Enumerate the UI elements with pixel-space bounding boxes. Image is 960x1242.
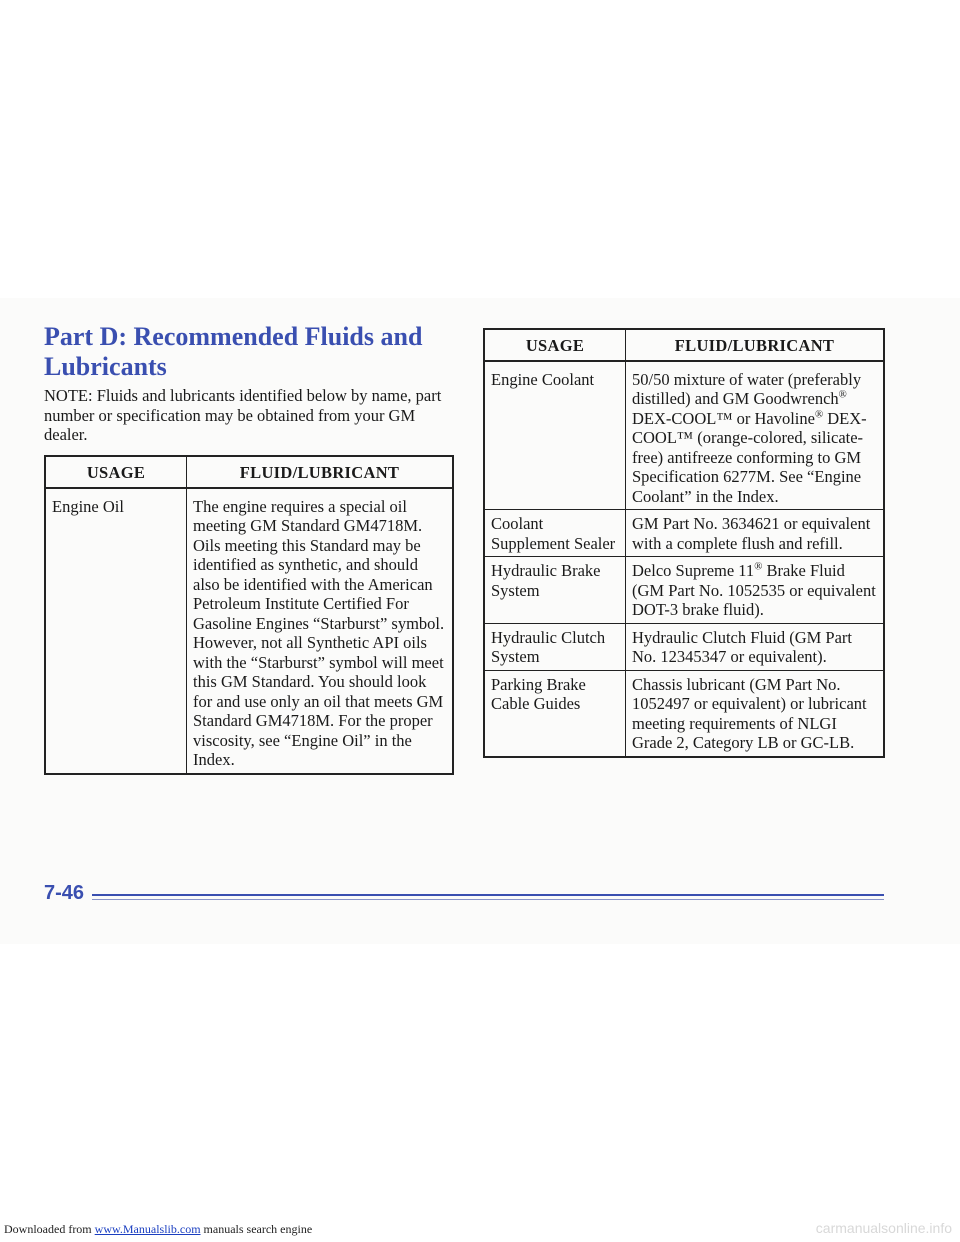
fluid-header: FLUID/LUBRICANT (187, 456, 454, 488)
usage-header: USAGE (484, 329, 626, 361)
watermark-text: carmanualsonline.info (815, 1220, 952, 1236)
usage-cell: Engine Oil (45, 488, 187, 774)
table-row (484, 361, 884, 510)
page-number: 7-46 (44, 882, 85, 904)
fluids-table-left (44, 455, 454, 775)
fluid-cell: The engine requires a special oil meeting GM Standard GM4718M. Oils meeting this Standard may be identified as synthetic, and should also be identified with the American Petroleum Institute Certified For Gasoline Engines “Starburst” symbol. However, not all Synthetic API oils with the “Starburst” symbol will meet this GM Standard. You should look for and use only an oil that meets GM Standard GM4718M. For the proper viscosity, see “Engine Oil” in the Index. (187, 488, 454, 774)
manualslib-link[interactable]: www.Manualslib.com (94, 1222, 201, 1236)
usage-header: USAGE (45, 456, 187, 488)
table-row (484, 557, 884, 624)
usage-cell: Engine Coolant (484, 361, 626, 510)
usage-cell: Hydraulic Brake System (484, 557, 626, 624)
download-banner: Downloaded from www.Manualslib.com manuals search engine (4, 1222, 313, 1236)
fluids-table-right (483, 328, 885, 758)
table-row (484, 510, 884, 557)
fluid-cell: 50/50 mixture of water (preferably distilled) and GM Goodwrench® DEX-COOL™ or Havoline® DEX-COOL™ (orange-colored, silicate-free) antifreeze conforming to GM Specification 6277M. See “Engine Coolant” in the Index. (626, 361, 885, 510)
page-title: Part D: Recommended Fluids and Lubricants (44, 322, 423, 381)
note-paragraph: NOTE: Fluids and lubricants identified below by name, part number or specification may be obtained from your GM dealer. (44, 386, 442, 444)
footer-rule (92, 894, 884, 896)
table-row (484, 670, 884, 757)
fluid-cell: GM Part No. 3634621 or equivalent with a complete flush and refill. (626, 510, 885, 557)
usage-cell: Hydraulic Clutch System (484, 623, 626, 670)
usage-cell: Coolant Supplement Sealer (484, 510, 626, 557)
fluid-header: FLUID/LUBRICANT (626, 329, 885, 361)
table-row (484, 623, 884, 670)
usage-cell: Parking Brake Cable Guides (484, 670, 626, 757)
fluid-cell: Chassis lubricant (GM Part No. 1052497 or equivalent) or lubricant meeting requirements of NLGI Grade 2, Category LB or GC-LB. (626, 670, 885, 757)
table-row (45, 488, 453, 774)
fluid-cell: Delco Supreme 11® Brake Fluid (GM Part No. 1052535 or equivalent DOT-3 brake fluid). (626, 557, 885, 624)
fluid-cell: Hydraulic Clutch Fluid (GM Part No. 12345347 or equivalent). (626, 623, 885, 670)
footer-rule-thin (92, 899, 884, 900)
